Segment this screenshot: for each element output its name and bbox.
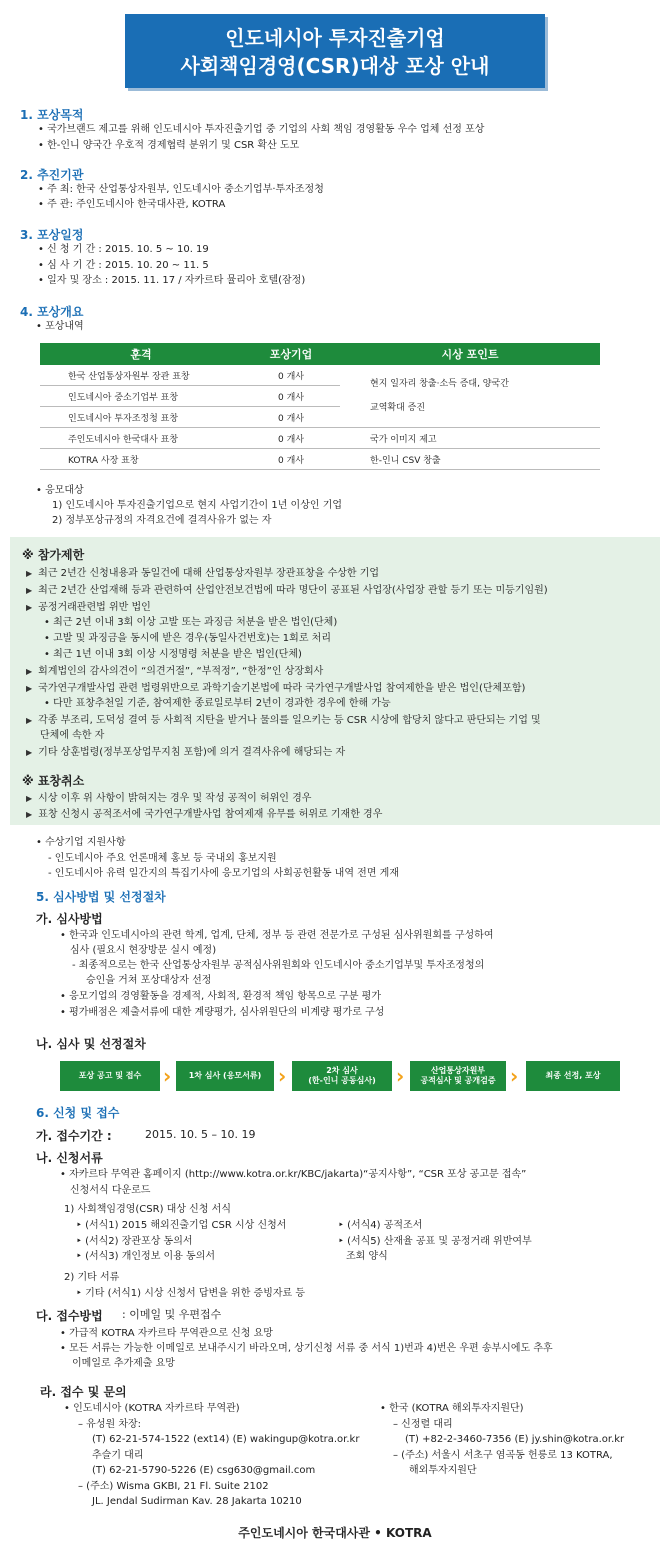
section2-item: • 주 최: 한국 산업통상자원부, 인도네시아 중소기업부·투자조정청 xyxy=(38,184,324,195)
review-method-item: - 최종적으로는 한국 산업통상자원부 공적심사위원회와 인도네시아 중소기업부및 투자조정청의 xyxy=(72,960,485,971)
restriction-subitem: • 최근 1년 이내 3회 이상 시정명령 처분을 받은 법인(단체) xyxy=(44,649,302,660)
flow-step-4-line2: 공적심사 및 공개검증 xyxy=(420,1076,496,1085)
form-item: ‣ (서식5) 산재율 공표 및 공정거래 위반여부 xyxy=(338,1236,532,1247)
form-item: ‣ 기타 (서식1) 시상 신청서 답변을 위한 증빙자료 등 xyxy=(76,1288,306,1299)
review-method-item: • 평가배점은 제출서류에 대한 계량평가, 심사위원단의 비계량 평가로 구성 xyxy=(60,1007,385,1018)
section3-item: • 심 사 기 간 : 2015. 10. 20 ~ 11. 5 xyxy=(38,260,209,271)
award-list-label: • 포상내역 xyxy=(36,321,84,332)
award-name: 인도네시아 중소기업부 표창 xyxy=(40,386,242,407)
flow-step-3 xyxy=(292,1061,392,1091)
point-text: 현지 일자리 창출·소득 증대, 양국간 xyxy=(370,379,509,389)
section1-item: • 한-인니 양국간 우호적 경제협력 분위기 및 CSR 확산 도모 xyxy=(38,140,300,151)
cancellation-item: ▶ 표창 신청시 공적조서에 국가연구개발사업 참여제재 유무를 허위로 기재한 경우 xyxy=(26,809,383,820)
documents-intro: • 자카르타 무역관 홈페이지 (http://www.kotra.or.kr/KBC/jakarta)“공지사항”, “CSR 포상 공고문 접속” xyxy=(60,1169,527,1180)
title-line1: 인도네시아 투자진출기업 xyxy=(225,26,445,50)
contact-right-line: (T) +82-2-3460-7356 (E) jy.shin@kotra.or.kr xyxy=(405,1434,625,1445)
restriction-item: ▶ 국가연구개발사업 관련 법령위반으로 과학기술기본법에 따라 국가연구개발사업 참여제한을 받은 법인(단체포함) xyxy=(26,683,526,694)
contact-title: 라. 접수 및 문의 xyxy=(40,1385,127,1399)
contact-left-line: – (주소) Wisma GKBI, 21 Fl. Suite 2102 xyxy=(78,1481,269,1492)
contact-left-line: • 인도네시아 (KOTRA 자카르타 무역관) xyxy=(64,1403,240,1414)
restriction-item-cont: 단체에 속한 자 xyxy=(40,730,105,741)
documents-intro: 신청서식 다운로드 xyxy=(70,1185,151,1196)
contact-left-line: JL. Jendal Sudirman Kav. 28 Jakarta 10210 xyxy=(92,1496,302,1507)
triangle-bullet-icon: ▶ xyxy=(26,667,33,676)
review-method-item: • 한국과 인도네시아의 관련 학계, 업계, 단체, 정부 등 관련 전문가로 구성된 심사위원회를 구성하여 xyxy=(60,930,494,941)
award-count: 0 개사 xyxy=(242,386,340,407)
method-item: • 가급적 KOTRA 자카르타 무역관으로 신청 요망 xyxy=(60,1328,273,1339)
contact-left-line: (T) 62-21-574-1522 (ext14) (E) wakingup@kotra.or.kr xyxy=(92,1434,360,1445)
section1-item: • 국가브랜드 제고를 위해 인도네시아 투자진출기업 중 기업의 사회 책임 경영활동 우수 업체 선정 포상 xyxy=(38,124,485,135)
restriction-item: ▶ 최근 2년간 산업재해 등과 관련하여 산업안전보건법에 따라 명단이 공표된 사업장(사업장 관할 등기 또는 미등기임원) xyxy=(26,585,548,596)
chevron-right-icon: › xyxy=(510,1064,519,1088)
support-item: - 인도네시아 유력 일간지의 특집기사에 응모기업의 사회공헌활동 내역 전면 게재 xyxy=(48,868,399,879)
award-count: 0 개사 xyxy=(242,365,340,386)
section6-heading: 6. 신청 및 접수 xyxy=(36,1106,120,1120)
restriction-subitem: • 다만 표창추천일 기준, 참여제한 종료일로부터 2년이 경과한 경우에 한해 가능 xyxy=(44,698,391,709)
contact-right-line: 해외투자지원단 xyxy=(409,1465,477,1476)
section3-heading: 3. 포상일정 xyxy=(20,228,84,242)
header-points: 시상 포인트 xyxy=(340,343,600,365)
triangle-bullet-icon: ▶ xyxy=(26,569,33,578)
contact-left-line: – 유성원 차장: xyxy=(78,1419,142,1430)
triangle-bullet-icon: ▶ xyxy=(26,748,33,757)
period-value: 2015. 10. 5 – 10. 19 xyxy=(145,1128,256,1141)
flow-step-4-line1: 산업통상자원부 xyxy=(430,1066,486,1075)
section3-item: • 일자 및 장소 : 2015. 11. 17 / 자카르타 뮬리아 호텔(잠정) xyxy=(38,275,306,286)
method-title: 다. 접수방법 xyxy=(36,1309,103,1323)
triangle-bullet-icon: ▶ xyxy=(26,603,33,612)
restriction-subitem: • 최근 2년 이내 3회 이상 고발 또는 과징금 처분을 받은 법인(단체) xyxy=(44,617,338,628)
flow-step-2: 1차 심사 (응모서류) xyxy=(176,1061,274,1091)
section3-item: • 신 청 기 간 : 2015. 10. 5 ~ 10. 19 xyxy=(38,244,209,255)
flow-step-3-line1: 2차 심사 xyxy=(326,1066,358,1075)
form-item: 조회 양식 xyxy=(346,1251,388,1262)
form-item: ‣ (서식4) 공적조서 xyxy=(338,1220,423,1231)
review-method-title: 가. 심사방법 xyxy=(36,912,103,926)
selection-process-title: 나. 심사 및 선정절차 xyxy=(36,1037,146,1051)
section5-heading: 5. 심사방법 및 선정절차 xyxy=(36,890,166,904)
table-header-row xyxy=(40,343,600,365)
section4-heading: 4. 포상개요 xyxy=(20,305,84,319)
award-name: 주인도네시아 한국대사 표창 xyxy=(40,428,242,449)
method-item: 이메일로 추가제출 요망 xyxy=(72,1358,175,1369)
contact-right-line: – (주소) 서울시 서초구 염곡동 헌릉로 13 KOTRA, xyxy=(393,1450,613,1461)
restriction-item: ▶ 최근 2년간 신청내용과 동일건에 대해 산업통상자원부 장관표창을 수상한 기업 xyxy=(26,568,380,579)
chevron-right-icon: › xyxy=(396,1064,405,1088)
flow-step-3-line2: (한-인니 공동심사) xyxy=(308,1076,376,1085)
restriction-item: ▶ 공정거래관련법 위반 법인 xyxy=(26,602,151,613)
award-table xyxy=(40,343,600,470)
contact-right-line: • 한국 (KOTRA 해외투자지원단) xyxy=(380,1403,524,1414)
award-point xyxy=(340,365,600,428)
triangle-bullet-icon: ▶ xyxy=(26,810,33,819)
award-point: 국가 이미지 제고 xyxy=(340,428,600,449)
award-point: 한-인니 CSV 창출 xyxy=(340,449,600,470)
section2-item: • 주 관: 주인도네시아 한국대사관, KOTRA xyxy=(38,199,226,210)
flow-step-1: 포상 공고 및 접수 xyxy=(60,1061,160,1091)
cancellation-heading: ※ 표창취소 xyxy=(22,774,85,788)
section1-heading: 1. 포상목적 xyxy=(20,108,84,122)
award-count: 0 개사 xyxy=(242,428,340,449)
contact-left-line: 추슬기 대리 xyxy=(92,1450,144,1461)
chevron-right-icon: › xyxy=(163,1064,172,1088)
flow-step-5: 최종 선정, 포상 xyxy=(526,1061,620,1091)
review-method-item: • 응모기업의 경영활동을 경제적, 사회적, 환경적 책임 항목으로 구분 평가 xyxy=(60,991,382,1002)
form-item: ‣ (서식1) 2015 해외진출기업 CSR 시상 신청서 xyxy=(76,1220,287,1231)
restriction-item: ▶ 기타 상훈법령(정부포상업무지침 포함)에 의거 결격사유에 해당되는 자 xyxy=(26,747,346,758)
award-name: KOTRA 사장 표창 xyxy=(40,449,242,470)
award-name: 한국 산업통상자원부 장관 표창 xyxy=(40,365,242,386)
award-name: 인도네시아 투자조정청 표창 xyxy=(40,407,242,428)
triangle-bullet-icon: ▶ xyxy=(26,684,33,693)
restrictions-heading: ※ 참가제한 xyxy=(22,548,85,562)
footer-organizers: 주인도네시아 한국대사관 • KOTRA xyxy=(238,1526,432,1540)
table-row xyxy=(40,449,600,470)
section2-heading: 2. 추진기관 xyxy=(20,168,84,182)
eligibility-title: • 응모대상 xyxy=(36,485,84,496)
award-count: 0 개사 xyxy=(242,449,340,470)
documents-group-1: 1) 사회책임경영(CSR) 대상 신청 서식 xyxy=(64,1204,231,1215)
triangle-bullet-icon: ▶ xyxy=(26,586,33,595)
method-item: • 모든 서류는 가능한 이메일로 보내주시기 바라오며, 상기신청 서류 중 서식 1)번과 4)번은 우편 송부시에도 추후 xyxy=(60,1343,553,1354)
contact-right-line: – 신정렬 대리 xyxy=(393,1419,453,1430)
table-row xyxy=(40,365,600,386)
period-label: 가. 접수기간 : xyxy=(36,1129,112,1143)
support-item: - 인도네시아 주요 언론매체 홍보 등 국내외 홍보지원 xyxy=(48,853,277,864)
award-count: 0 개사 xyxy=(242,407,340,428)
support-title: • 수상기업 지원사항 xyxy=(36,837,126,848)
method-value: : 이메일 및 우편접수 xyxy=(122,1308,222,1321)
header-award: 훈격 xyxy=(40,343,242,365)
review-method-item: 심사 (필요시 현장방문 실시 예정) xyxy=(70,945,217,956)
triangle-bullet-icon: ▶ xyxy=(26,716,33,725)
form-item: ‣ (서식3) 개인정보 이용 동의서 xyxy=(76,1251,216,1262)
documents-title: 나. 신청서류 xyxy=(36,1151,103,1165)
contact-left-line: (T) 62-21-5790-5226 (E) csg630@gmail.com xyxy=(92,1465,316,1476)
point-text: 교역확대 증진 xyxy=(370,403,426,413)
form-item: ‣ (서식2) 장관포상 동의서 xyxy=(76,1236,193,1247)
cancellation-item: ▶ 시상 이후 위 사항이 밝혀지는 경우 및 작성 공적이 허위인 경우 xyxy=(26,793,312,804)
chevron-right-icon: › xyxy=(278,1064,287,1088)
table-row xyxy=(40,428,600,449)
title-banner xyxy=(125,14,545,88)
eligibility-item: 2) 정부포상규정의 자격요건에 결격사유가 없는 자 xyxy=(52,515,272,526)
review-method-item: 승인을 거쳐 포상대상자 선정 xyxy=(86,975,212,986)
restriction-item: ▶ 각종 부조리, 도덕성 결여 등 사회적 지탄을 받거나 물의를 일으키는 등 CSR 시상에 합당치 않다고 판단되는 기업 및 xyxy=(26,715,541,726)
restriction-item: ▶ 회계법인의 감사의견이 “의견거절”, “부적정”, “한정”인 상장회사 xyxy=(26,666,324,677)
restriction-subitem: • 고발 및 과징금을 동시에 받은 경우(동일사건번호)는 1회로 처리 xyxy=(44,633,331,644)
eligibility-item: 1) 인도네시아 투자진출기업으로 현지 사업기간이 1년 이상인 기업 xyxy=(52,500,343,511)
documents-group-2: 2) 기타 서류 xyxy=(64,1272,120,1283)
title-line2: 사회책임경영(CSR)대상 포상 안내 xyxy=(180,54,490,78)
header-count: 포상기업 xyxy=(242,343,340,365)
flow-step-4 xyxy=(410,1061,506,1091)
triangle-bullet-icon: ▶ xyxy=(26,794,33,803)
